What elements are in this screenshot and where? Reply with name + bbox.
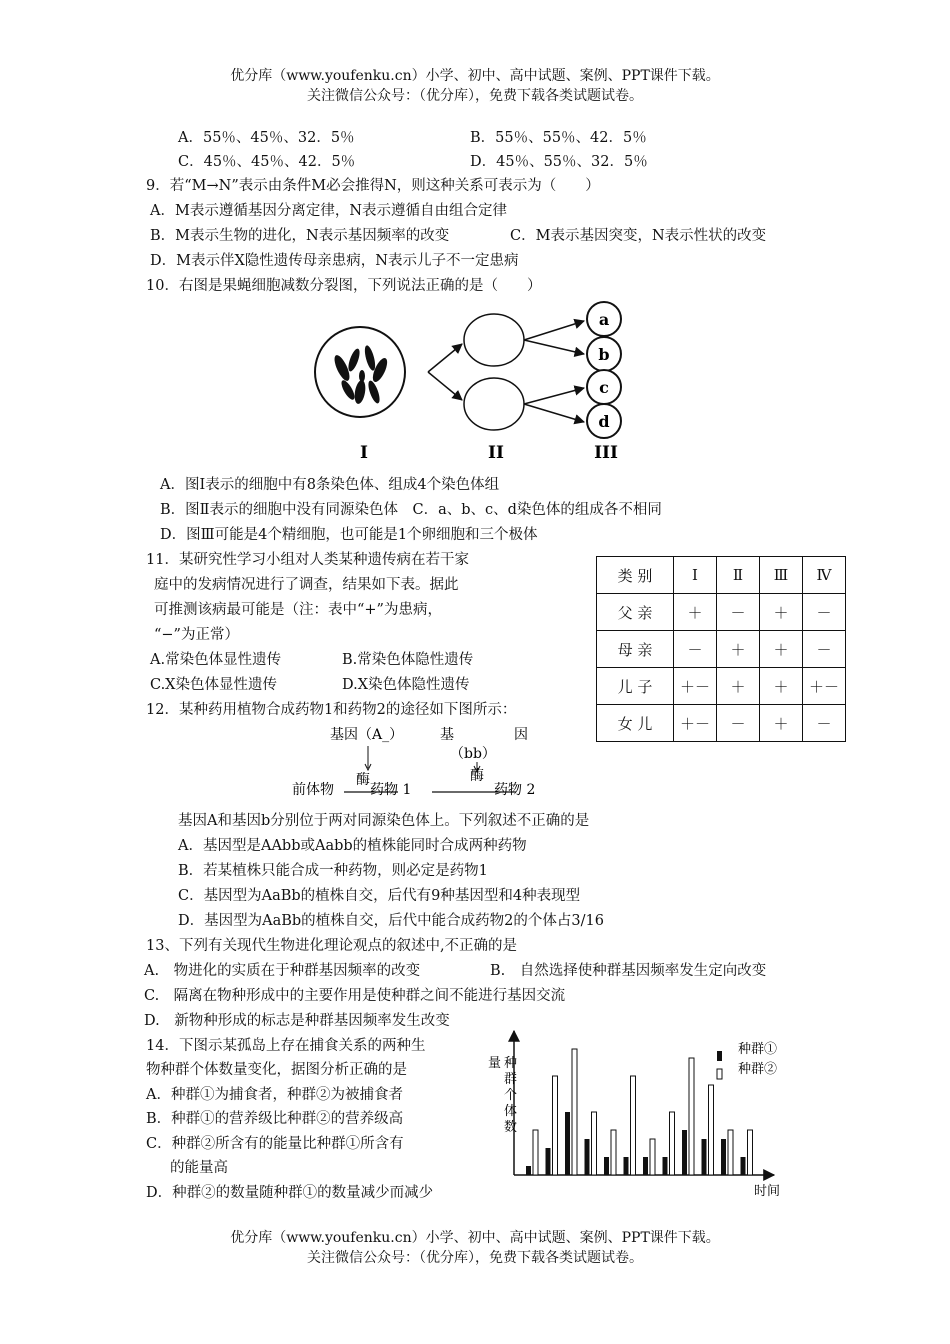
table-header-cell: Ⅲ <box>760 557 803 594</box>
table-cell: － <box>674 631 717 668</box>
stage-I-label: I <box>360 443 368 463</box>
table-cell: － <box>803 631 846 668</box>
header-line-2: 关注微信公众号：（优分库），免费下载各类试题试卷。 <box>307 88 643 104</box>
bar-population-1 <box>741 1157 746 1175</box>
gene-b-label-2: 因 <box>514 727 528 743</box>
q9-option-b: B．M表示生物的进化，N表示基因频率的改变 <box>150 228 450 244</box>
y-label-char: 体 <box>504 1104 518 1119</box>
table-cell: － <box>717 594 760 631</box>
y-label-char: 个 <box>504 1088 518 1103</box>
q10-option-bc: B．图Ⅱ表示的细胞中没有同源染色体 C．a、b、c、d染色体的组成各不相同 <box>160 502 662 518</box>
gene-a-label: 基因（A_） <box>330 727 404 743</box>
bar-population-1 <box>663 1157 668 1175</box>
bar-population-2 <box>553 1076 558 1175</box>
synthesis-pathway-diagram <box>280 722 580 804</box>
cell-a-label: a <box>598 310 610 329</box>
table-row <box>597 668 846 705</box>
bar-population-2 <box>748 1130 753 1175</box>
q12-option-d: D．基因型为AaBb的植株自交，后代中能合成药物2的个体占3/16 <box>178 913 604 929</box>
table-cell: ＋ <box>760 668 803 705</box>
q11-line-2: 庭中的发病情况进行了调查，结果如下表。据此 <box>154 577 459 593</box>
q13-option-a: A. 物进化的实质在于种群基因频率的改变 <box>144 963 421 979</box>
q10-option-d: D．图Ⅲ可能是4个精细胞，也可能是1个卵细胞和三个极体 <box>160 527 538 543</box>
q14-line-2: 物种群个体数量变化，据图分析正确的是 <box>146 1062 407 1078</box>
q11-option-c: C.X染色体显性遗传 <box>150 677 278 693</box>
table-row <box>597 705 846 742</box>
bar-population-2 <box>592 1112 597 1175</box>
table-cell: ＋－ <box>674 705 717 742</box>
table-row <box>597 594 846 631</box>
q13-option-c: C. 隔离在物种形成中的主要作用是使种群之间不能进行基因交流 <box>144 988 566 1004</box>
bar-population-2 <box>572 1049 577 1175</box>
table-header-cell: Ⅰ <box>674 557 717 594</box>
bar-population-2 <box>650 1139 655 1175</box>
q12-option-b: B．若某植株只能合成一种药物，则必定是药物1 <box>178 863 488 879</box>
q14-option-a: A．种群①为捕食者，种群②为被捕食者 <box>146 1087 403 1103</box>
table-row <box>597 631 846 668</box>
bar-population-1 <box>546 1148 551 1175</box>
y-label-char: 种 <box>504 1056 518 1071</box>
table-header-cell: 类 别 <box>597 557 674 594</box>
bar-population-1 <box>702 1139 707 1175</box>
table-cell: 女 儿 <box>597 705 674 742</box>
bar-population-1 <box>585 1139 590 1175</box>
table-cell: ＋ <box>760 594 803 631</box>
drug-1-label: 药物 1 <box>370 782 412 798</box>
enzyme-2-label: 酶 <box>470 768 484 784</box>
bar-population-1 <box>624 1157 629 1175</box>
pedigree-table <box>596 556 846 742</box>
q13-stem: 13、下列有关现代生物进化理论观点的叙述中,不正确的是 <box>146 938 518 954</box>
table-cell: 儿 子 <box>597 668 674 705</box>
q10-option-a: A．图Ⅰ表示的细胞中有8条染色体、组成4个染色体组 <box>160 477 500 493</box>
q14-option-c1: C．种群②所含有的能量比种群①所含有 <box>146 1136 404 1152</box>
q12-line-2: 基因A和基因b分别位于两对同源染色体上。下列叙述不正确的是 <box>178 813 590 829</box>
footer-line-1: 优分库（www.youfenku.cn）小学、初中、高中试题、案例、PPT课件下载。 <box>230 1230 720 1246</box>
q9-stem: 9．若“M→N”表示由条件M必会推得N，则这种关系可表示为（ ） <box>146 178 600 194</box>
q13-option-b: B. 自然选择使种群基因频率发生定向改变 <box>490 963 767 979</box>
bar-population-1 <box>604 1157 609 1175</box>
table-cell: ＋ <box>717 668 760 705</box>
legend-swatch-1 <box>717 1051 722 1061</box>
table-cell: 父 亲 <box>597 594 674 631</box>
precursor-label: 前体物 <box>292 782 334 798</box>
q11-option-b: B.常染色体隐性遗传 <box>342 652 474 668</box>
q11-option-d: D.X染色体隐性遗传 <box>342 677 470 693</box>
table-header-row <box>597 557 846 594</box>
table-cell: ＋ <box>674 594 717 631</box>
footer-line-2: 关注微信公众号：（优分库），免费下载各类试题试卷。 <box>307 1250 643 1266</box>
legend-label-1: 种群① <box>738 1042 778 1057</box>
bar-population-2 <box>709 1085 714 1175</box>
bar-population-2 <box>533 1130 538 1175</box>
gene-b-genotype: （bb） <box>450 746 496 762</box>
table-header-cell: Ⅳ <box>803 557 846 594</box>
q8-option-a: A．55％、45％、32．5％ <box>178 130 355 146</box>
cell-d-label: d <box>598 412 610 431</box>
cell-II-bottom <box>464 378 524 430</box>
q11-line-4: “−”为正常） <box>154 627 239 643</box>
enzyme-1-label: 酶 <box>356 772 370 788</box>
cell-II-top <box>464 314 524 366</box>
q11-line-1: 11．某研究性学习小组对人类某种遗传病在若干家 <box>146 552 469 568</box>
drug-2-label: 药物 2 <box>494 782 536 798</box>
q10-stem: 10．右图是果蝇细胞减数分裂图，下列说法正确的是（ ） <box>146 278 542 294</box>
y-label-char: 量 <box>488 1056 502 1071</box>
q12-option-c: C．基因型为AaBb的植株自交，后代有9种基因型和4种表现型 <box>178 888 581 904</box>
q14-line-1: 14．下图示某孤岛上存在捕食关系的两种生 <box>146 1038 426 1054</box>
legend-label-2: 种群② <box>738 1062 778 1077</box>
q12-stem: 12．某种药用植物合成药物1和药物2的途径如下图所示： <box>146 702 517 718</box>
q9-option-d: D．M表示伴X隐性遗传母亲患病，N表示儿子不一定患病 <box>150 253 519 269</box>
table-cell: ＋ <box>760 705 803 742</box>
cell-c-label: c <box>599 378 609 397</box>
bar-population-1 <box>565 1112 570 1175</box>
gene-b-label-1: 基 <box>440 727 454 743</box>
bar-population-2 <box>728 1130 733 1175</box>
table-cell: ＋ <box>760 631 803 668</box>
legend-swatch-2 <box>717 1069 722 1079</box>
q9-option-c: C．M表示基因突变，N表示性状的改变 <box>510 228 767 244</box>
bar-population-2 <box>670 1112 675 1175</box>
y-label-char: 群 <box>504 1072 518 1087</box>
q14-option-d: D．种群②的数量随种群①的数量减少而减少 <box>146 1185 434 1201</box>
bar-population-1 <box>526 1166 531 1175</box>
bar-population-2 <box>611 1130 616 1175</box>
meiosis-diagram <box>300 300 640 470</box>
q14-option-b: B．种群①的营养级比种群②的营养级高 <box>146 1111 404 1127</box>
header-line-1: 优分库（www.youfenku.cn）小学、初中、高中试题、案例、PPT课件下载。 <box>230 68 720 84</box>
table-header-cell: Ⅱ <box>717 557 760 594</box>
q13-option-d: D. 新物种形成的标志是种群基因频率发生改变 <box>144 1013 450 1029</box>
q14-option-c2: 的能量高 <box>170 1160 228 1176</box>
q11-line-3: 可推测该病最可能是（注：表中“+”为患病， <box>154 602 442 618</box>
q8-option-b: B．55％、55％、42．5％ <box>470 130 647 146</box>
table-cell: 母 亲 <box>597 631 674 668</box>
table-cell: － <box>803 594 846 631</box>
bar-population-1 <box>643 1157 648 1175</box>
bar-population-2 <box>689 1058 694 1175</box>
bar-population-1 <box>721 1139 726 1175</box>
table-cell: － <box>717 705 760 742</box>
x-axis-label: 时间 <box>754 1184 781 1199</box>
q8-option-d: D．45％、55％、32．5％ <box>470 154 648 170</box>
cell-b-label: b <box>598 345 610 364</box>
table-cell: ＋－ <box>674 668 717 705</box>
q8-option-c: C．45％、45％、42．5％ <box>178 154 356 170</box>
q11-option-a: A.常染色体显性遗传 <box>150 652 282 668</box>
bar-population-2 <box>631 1076 636 1175</box>
q9-option-a: A．M表示遵循基因分离定律，N表示遵循自由组合定律 <box>150 203 508 219</box>
table-cell: － <box>803 705 846 742</box>
q12-option-a: A．基因型是AAbb或Aabb的植株能同时合成两种药物 <box>178 838 527 854</box>
table-cell: ＋ <box>717 631 760 668</box>
table-cell: ＋－ <box>803 668 846 705</box>
population-chart <box>484 1025 784 1205</box>
stage-II-label: II <box>488 443 504 463</box>
bar-population-1 <box>682 1130 687 1175</box>
y-label-char: 数 <box>504 1120 518 1135</box>
stage-III-label: III <box>594 443 618 463</box>
